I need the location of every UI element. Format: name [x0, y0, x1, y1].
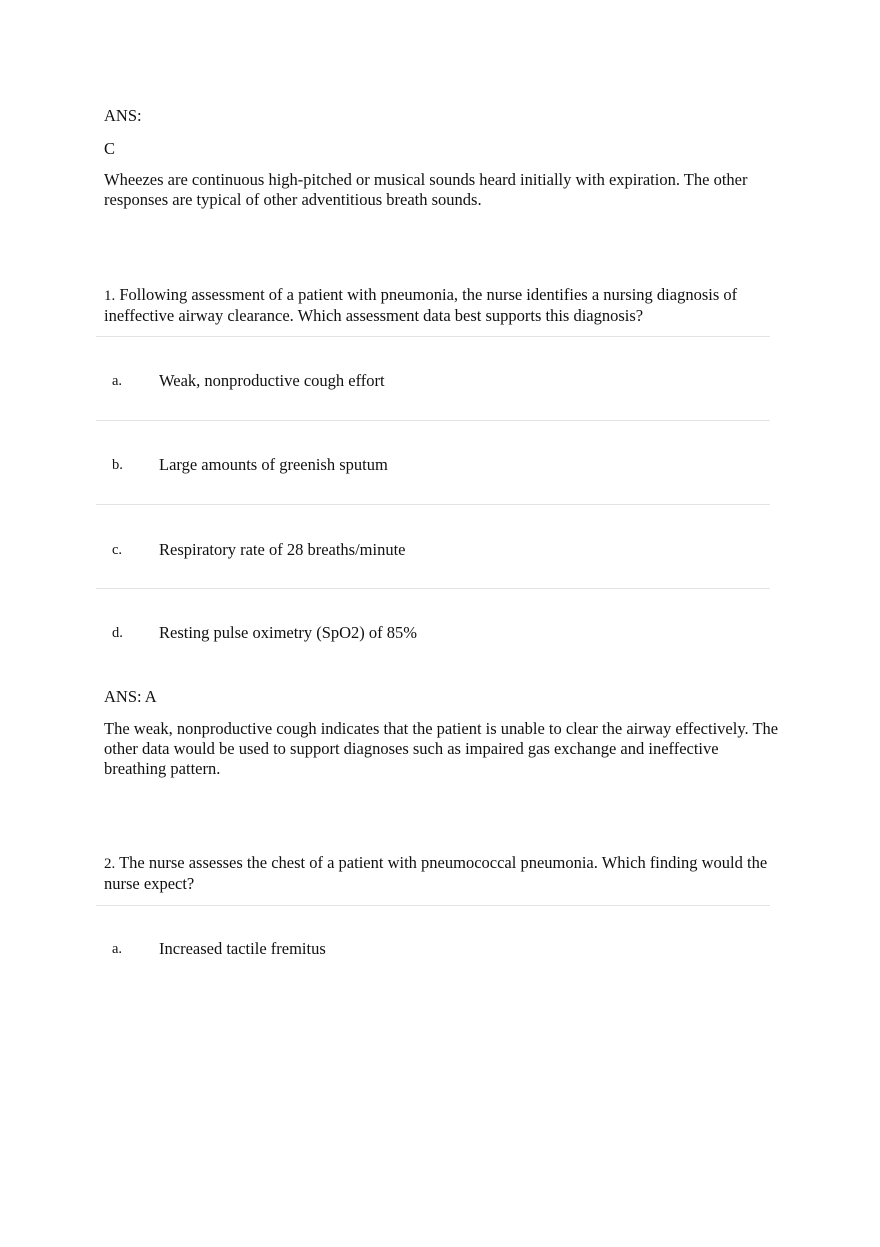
prev-answer-letter: C	[104, 139, 116, 158]
q1-option-b-text: Large amounts of greenish sputum	[159, 455, 388, 474]
divider	[96, 588, 770, 589]
question-1-stem: Following assessment of a patient with pneumonia, the nurse identifies a nursing diagnosis of ineffective airway clearance. Which assessment data best supports this diagnosis?	[104, 285, 738, 325]
q1-option-a-letter: a.	[112, 373, 123, 389]
divider	[96, 504, 770, 505]
q1-option-a-text: Weak, nonproductive cough effort	[159, 371, 385, 390]
question-2-number: 2.	[104, 856, 116, 872]
divider	[96, 905, 770, 906]
question-1-number: 1.	[104, 288, 116, 304]
question-1-stem-block	[104, 285, 784, 326]
q1-option-b-letter: b.	[112, 457, 123, 473]
question-2-stem-block	[104, 853, 784, 894]
divider	[96, 336, 770, 337]
prev-answer-rationale: Wheezes are continuous high-pitched or musical sounds heard initially with expiration. The other responses are typical of other adventitious breath sounds.	[104, 170, 748, 209]
prev-answer-label: ANS:	[104, 106, 142, 125]
divider	[96, 420, 770, 421]
q2-option-a-letter: a.	[112, 941, 123, 957]
q1-option-c-text: Respiratory rate of 28 breaths/minute	[159, 540, 406, 559]
q1-option-c-letter: c.	[112, 542, 123, 558]
question-1-answer: ANS: A	[104, 687, 157, 706]
q1-option-d-text: Resting pulse oximetry (SpO2) of 85%	[159, 623, 418, 642]
question-2-stem: The nurse assesses the chest of a patient with pneumococcal pneumonia. Which finding would the nurse expect?	[104, 853, 768, 893]
q1-option-d-letter: d.	[112, 625, 123, 641]
question-1-rationale: The weak, nonproductive cough indicates that the patient is unable to clear the airway effectively. The other data would be used to support diagnoses such as impaired gas exchange and ineffective breathing pattern.	[104, 719, 779, 778]
q2-option-a-text: Increased tactile fremitus	[159, 939, 326, 958]
